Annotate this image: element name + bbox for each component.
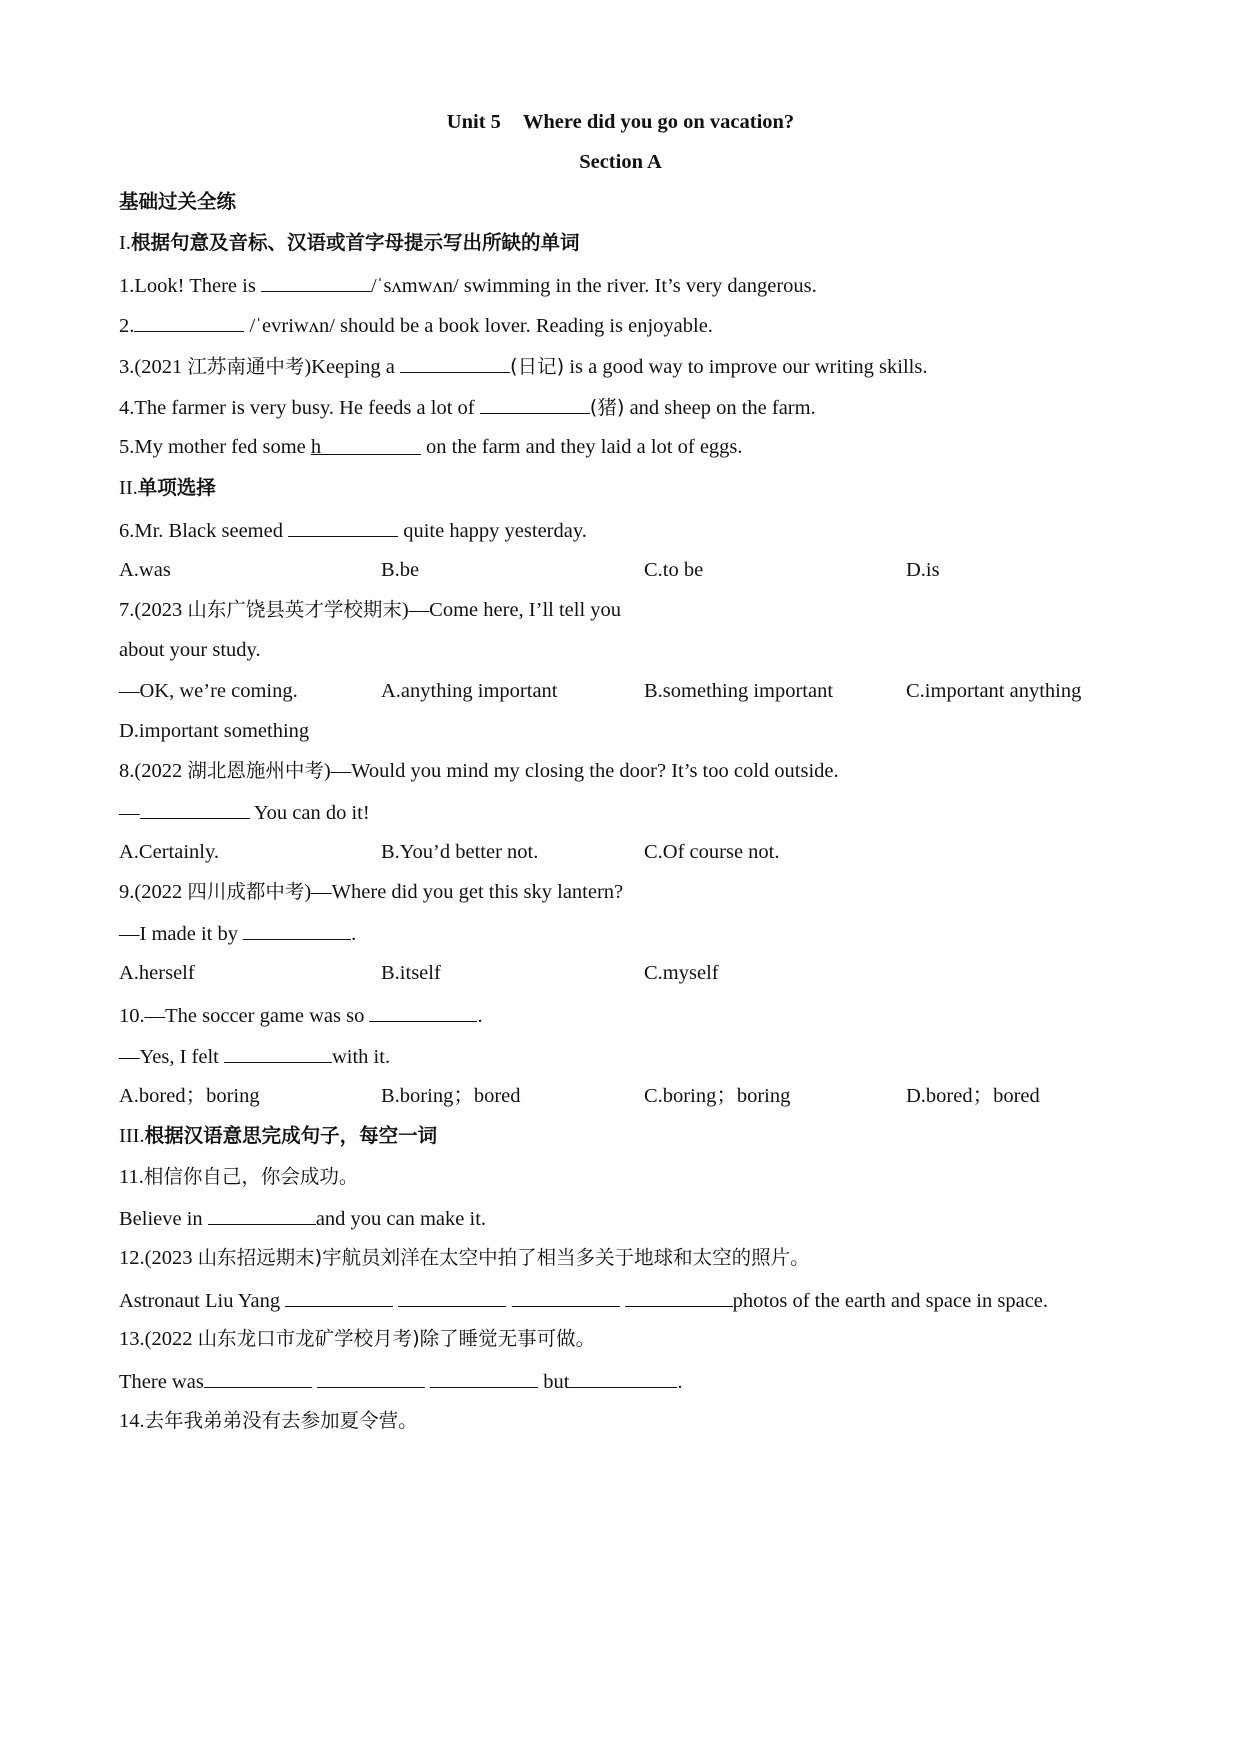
unit-number: Unit 5 xyxy=(446,111,501,133)
answer-blank[interactable] xyxy=(625,1287,733,1307)
option-a[interactable]: A.herself xyxy=(119,962,195,984)
option-c[interactable]: C.to be xyxy=(644,559,704,581)
answer-blank[interactable] xyxy=(512,1287,620,1307)
option-b[interactable]: B.itself xyxy=(381,962,441,984)
question-1: 1.Look! There is /ˈsʌmwʌn/ swimming in the river. It’s very dangerous. xyxy=(119,272,817,298)
question-12-answer: Astronaut Liu Yang photos of the earth and space in space. xyxy=(119,1287,1048,1313)
section-title: Section A xyxy=(579,151,662,173)
part3-heading: III.根据汉语意思完成句子，每空一词 xyxy=(119,1124,438,1147)
option-a[interactable]: A.anything important xyxy=(381,680,558,702)
question-5: 5.My mother fed some h on the farm and they laid a lot of eggs. xyxy=(119,436,743,458)
question-10-reply: —Yes, I felt with it. xyxy=(119,1043,390,1069)
question-13: 13.(2022 山东龙口市龙矿学校月考)除了睡觉无事可做。 xyxy=(119,1327,596,1350)
answer-blank[interactable] xyxy=(285,1287,393,1307)
question-14: 14.去年我弟弟没有去参加夏令营。 xyxy=(119,1409,418,1432)
question-9-reply: —I made it by . xyxy=(119,920,356,946)
question-11: 11.相信你自己，你会成功。 xyxy=(119,1165,359,1188)
question-10: 10.—The soccer game was so . xyxy=(119,1002,483,1028)
option-c[interactable]: C.important anything xyxy=(906,680,1082,702)
option-b[interactable]: B.something important xyxy=(644,680,834,702)
answer-blank[interactable] xyxy=(400,353,510,373)
answer-blank[interactable] xyxy=(204,1368,312,1388)
answer-blank[interactable] xyxy=(134,312,244,332)
unit-title xyxy=(0,110,1241,134)
option-c[interactable]: C.Of course not. xyxy=(644,841,780,863)
option-d[interactable]: D.important something xyxy=(119,720,310,742)
unit-name: Where did you go on vacation? xyxy=(522,111,795,133)
answer-blank[interactable] xyxy=(369,1002,477,1022)
answer-blank[interactable] xyxy=(430,1368,538,1388)
part2-heading: II.单项选择 xyxy=(119,476,216,499)
answer-blank[interactable] xyxy=(224,1043,332,1063)
question-11-answer: Believe in and you can make it. xyxy=(119,1205,486,1231)
option-b[interactable]: B.You’d better not. xyxy=(381,841,539,863)
option-d[interactable]: D.is xyxy=(906,559,940,581)
question-4: 4.The farmer is very busy. He feeds a lot of (猪) and sheep on the farm. xyxy=(119,396,816,419)
question-2: 2. /ˈevriwʌn/ should be a book lover. Reading is enjoyable. xyxy=(119,312,713,338)
option-c[interactable]: C.myself xyxy=(644,962,719,984)
answer-blank[interactable] xyxy=(243,920,351,940)
answer-blank[interactable] xyxy=(398,1287,506,1307)
question-8-reply: — You can do it! xyxy=(119,799,370,825)
question-8: 8.(2022 湖北恩施州中考)—Would you mind my closing the door? It’s too cold outside. xyxy=(119,759,839,782)
question-12: 12.(2023 山东招远期末)宇航员刘洋在太空中拍了相当多关于地球和太空的照片。 xyxy=(119,1246,810,1269)
option-a[interactable]: A.bored；boring xyxy=(119,1085,260,1107)
answer-blank[interactable]: h xyxy=(311,435,421,455)
question-7-reply: —OK, we’re coming. xyxy=(119,680,298,702)
exercise-heading: 基础过关全练 xyxy=(119,190,237,213)
answer-blank[interactable] xyxy=(261,272,371,292)
answer-blank[interactable] xyxy=(288,517,398,537)
answer-blank[interactable] xyxy=(317,1368,425,1388)
option-c[interactable]: C.boring；boring xyxy=(644,1085,791,1107)
question-13-answer: There was but . xyxy=(119,1368,683,1394)
question-9: 9.(2022 四川成都中考)—Where did you get this sky lantern? xyxy=(119,880,624,903)
option-d[interactable]: D.bored；bored xyxy=(906,1085,1040,1107)
question-7: 7.(2023 山东广饶县英才学校期末)—Come here, I’ll tell you xyxy=(119,598,622,621)
option-a[interactable]: A.Certainly. xyxy=(119,841,220,863)
answer-blank[interactable] xyxy=(208,1205,316,1225)
question-6: 6.Mr. Black seemed quite happy yesterday. xyxy=(119,517,587,543)
option-b[interactable]: B.be xyxy=(381,559,420,581)
option-b[interactable]: B.boring；bored xyxy=(381,1085,521,1107)
part1-heading: I.根据句意及音标、汉语或首字母提示写出所缺的单词 xyxy=(119,231,580,254)
answer-blank[interactable] xyxy=(569,1368,677,1388)
question-7-line2: about your study. xyxy=(119,639,261,661)
answer-blank[interactable] xyxy=(480,394,590,414)
option-a[interactable]: A.was xyxy=(119,559,171,581)
answer-blank[interactable] xyxy=(140,799,250,819)
question-3: 3.(2021 江苏南通中考)Keeping a (日记) is a good way to improve our writing skills. xyxy=(119,355,928,378)
